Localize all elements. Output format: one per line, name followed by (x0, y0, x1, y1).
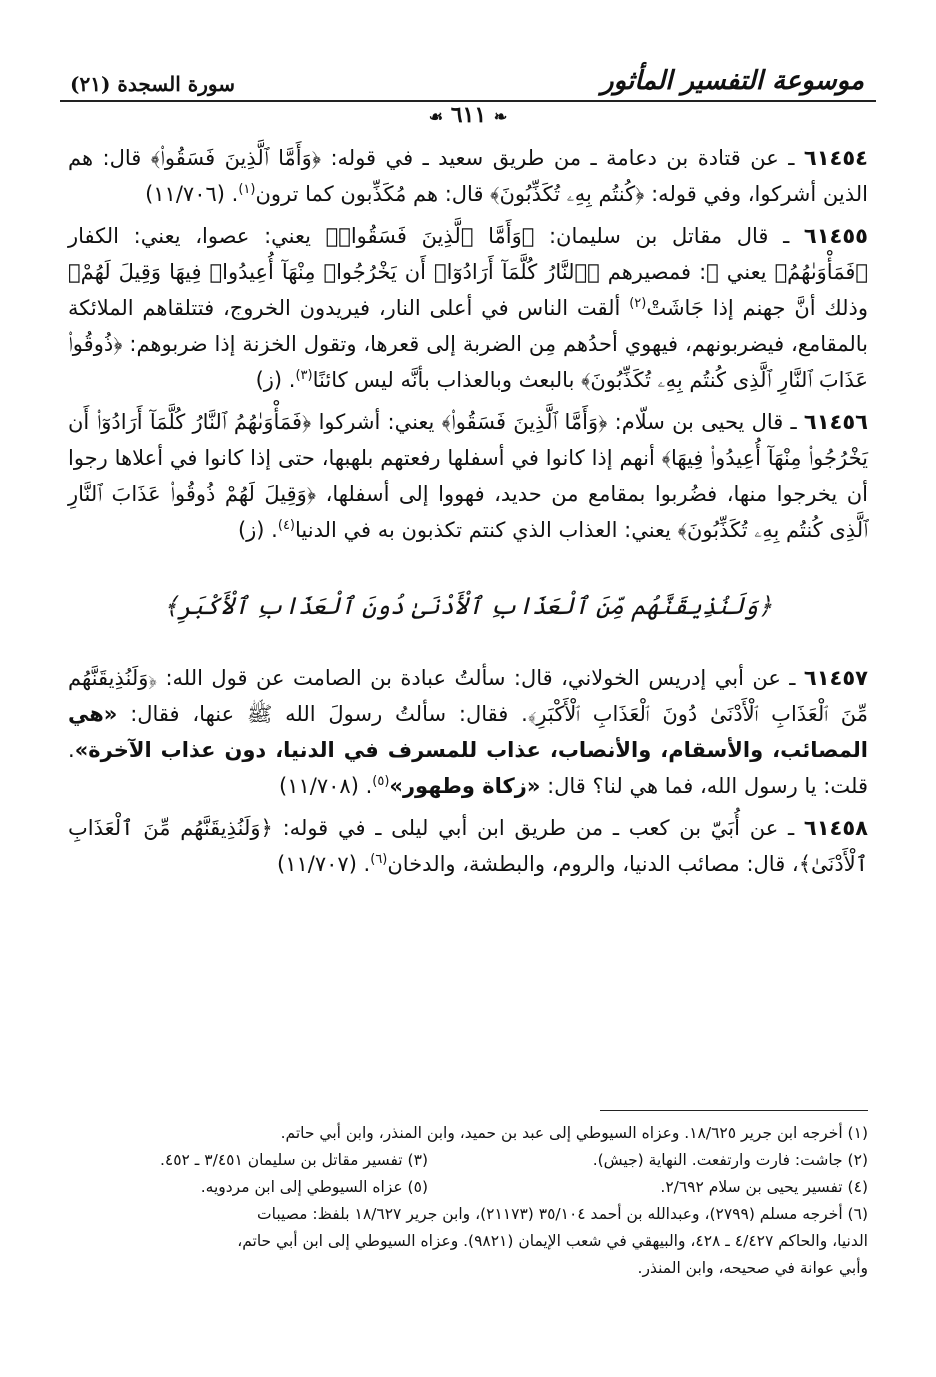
footnote-rule (600, 1110, 868, 1111)
footnote-2: (٢) جاشت: فارت وارتفعت. النهاية (جيش). (592, 1151, 868, 1169)
entry-text: . قلت: يا رسول الله، فما هي لنا؟ قال: (68, 738, 868, 798)
entry-tail: ألقت الناس في أعلى النار، فيريدون الخروج، فتتلقاهم الملائكة بالمقامع، فيضربونهم، فيهوي أحدُهم مِن الضربة إلى قعرها، وتقول الخزنة إذا ضربوهم: ﴿ذُوقُوا۟ عَذَابَ ٱلنَّارِ ٱلَّذِى كُنتُم بِهِۦ تُكَذِّبُونَ﴾ بالبعث وبالعذاب بأنَّه ليس كائنًا (68, 296, 868, 392)
entry-text: ـ عن أُبَيّ بن كعب ـ من طريق ابن أبي ليلى ـ في قوله: ﴿وَلَنُذِيقَنَّهُم مِّنَ ٱلْعَذَابِ ٱلْأَدْنَىٰ﴾، قال: مصائب الدنيا، والروم، والبطشة، والدخان (68, 816, 868, 876)
ayah-heading: ﴿وَلَنُذِيقَنَّهُم مِّنَ ٱلْعَذَابِ ٱلْأَدْنَىٰ دُونَ ٱلْعَذَابِ ٱلْأَكْبَرِ﴾ (163, 592, 773, 620)
footnote-row (68, 1147, 868, 1174)
hadith-text: «زكاة وطهور» (389, 774, 541, 798)
page-number: ٦١١ (450, 102, 487, 128)
entry-text: ـ قال مقاتل بن سليمان: ﴿وَأَمَّا ٱلَّذِينَ فَسَقُوا۟﴾ يعني: عصوا، يعني: الكفار ﴿فَمَأْوَىٰهُمُ﴾ يعني ﷺ: فمصيرهم ﴿ٱلنَّارُ كُلَّمَآ أَرَادُوٓا۟ أَن يَخْرُجُوا۟ مِنْهَآ أُعِيدُوا۟ فِيهَا وَقِيلَ لَهُمْ﴾ وذلك أنَّ جهنم إذا جَاشَتْ (68, 224, 868, 320)
entry-tail: . (١١/٧٠٧) (277, 852, 371, 876)
ornament-icon: ☙ (428, 107, 444, 126)
footnote-6-cont: الدنيا، والحاكم ٤/٤٢٧ ـ ٤٢٨، والبيهقي في شعب الإيمان (٩٨٢١). وعزاه السيوطي إلى ابن أبي حاتم، (237, 1232, 868, 1250)
main-text (68, 140, 868, 888)
footnote-ref[interactable]: (٦) (370, 852, 388, 867)
entry-61457 (68, 660, 868, 804)
entry-number: ٦١٤٥٧ (803, 666, 868, 690)
entry-number: ٦١٤٥٨ (803, 816, 868, 840)
entry-tail: . (١١/٧٠٨) (279, 774, 373, 798)
hadith-text: «هي المصائب، والأسقام، والأنصاب، عذاب للمسرف في الدنيا، دون عذاب الآخرة» (68, 702, 868, 762)
entry-tail: . (ز) (255, 368, 296, 392)
footnote-ref[interactable]: (١) (238, 182, 256, 197)
entry-61455 (68, 218, 868, 398)
footnote-5: (٥) عزاه السيوطي إلى ابن مردويه. (200, 1178, 428, 1196)
surah-title: سورة السجدة (٢١) (70, 72, 235, 96)
footnote-ref[interactable]: (٢) (629, 296, 647, 311)
entry-tail: . (ز) (237, 518, 278, 542)
entry-61458 (68, 810, 868, 882)
footnotes (68, 1120, 868, 1282)
entry-text: ـ عن قتادة بن دعامة ـ من طريق سعيد ـ في قوله: ﴿وَأَمَّا ٱلَّذِينَ فَسَقُوا۟﴾ قال: هم الذين أشركوا، وفي قوله: ﴿كُنتُم بِهِۦ تُكَذِّبُونَ﴾ قال: هم مُكَذِّبون كما ترون (68, 146, 868, 206)
book-title: موسوعة التفسير المأثور (601, 66, 864, 96)
page-number-row (60, 102, 876, 128)
footnote-ref[interactable]: (٣) (295, 368, 313, 383)
footnote-4: (٤) تفسير يحيى بن سلام ٢/٦٩٢. (660, 1178, 868, 1196)
footnote-row (68, 1174, 868, 1201)
entry-number: ٦١٤٥٥ (803, 224, 868, 248)
ornament-icon: ❧ (493, 107, 508, 126)
footnote-6: (٦) أخرجه مسلم (٢٧٩٩)، وعبدالله بن أحمد ٣٥/١٠٤ (٢١١٧٣)، وابن جرير ١٨/٦٢٧ بلفظ: مصيبات (257, 1205, 868, 1223)
entry-number: ٦١٤٥٤ (803, 146, 868, 170)
footnote-ref[interactable]: (٤) (277, 518, 295, 533)
footnote-1: (١) أخرجه ابن جرير ١٨/٦٢٥. وعزاه السيوطي إلى عبد بن حميد، وابن المنذر، وابن أبي حاتم. (280, 1124, 868, 1142)
footnote-ref[interactable]: (٥) (372, 774, 390, 789)
entry-text: ـ قال يحيى بن سلّام: ﴿وَأَمَّا ٱلَّذِينَ فَسَقُوا۟﴾ يعني: أشركوا ﴿فَمَأْوَىٰهُمُ ٱلنَّارُ كُلَّمَآ أَرَادُوٓا۟ أَن يَخْرُجُوا۟ مِنْهَآ أُعِيدُوا۟ فِيهَا﴾ أنهم إذا كانوا في أسفلها رفعتهم بلهبها، حتى إذا كانوا في أعلاها رجوا أن يخرجوا منها، فضُربوا بمقامع من حديد، فهووا إلى أسفلها، ﴿وَقِيلَ لَهُمْ ذُوقُوا۟ عَذَابَ ٱلنَّارِ ٱلَّذِى كُنتُم بِهِۦ تُكَذِّبُونَ﴾ يعني: العذاب الذي كنتم تكذبون به في الدنيا (68, 410, 868, 542)
entry-61454 (68, 140, 868, 212)
entry-number: ٦١٤٥٦ (803, 410, 868, 434)
footnote-3: (٣) تفسير مقاتل بن سليمان ٣/٤٥١ ـ ٤٥٢. (159, 1151, 428, 1169)
footnote-6-cont: وأبي عوانة في صحيحه، وابن المنذر. (637, 1259, 868, 1277)
page-header (60, 62, 876, 132)
entry-text: ـ عن أبي إدريس الخولاني، قال: سألتُ عبادة بن الصامت عن قول الله: ﴿وَلَنُذِيقَنَّهُم مِّنَ ٱلْعَذَابِ ٱلْأَدْنَىٰ دُونَ ٱلْعَذَابِ ٱلْأَكْبَرِ﴾. فقال: سألتُ رسولَ الله ﷺ عنها، فقال: (68, 666, 868, 726)
entry-61456 (68, 404, 868, 548)
entry-tail: . (١١/٧٠٦) (145, 182, 239, 206)
